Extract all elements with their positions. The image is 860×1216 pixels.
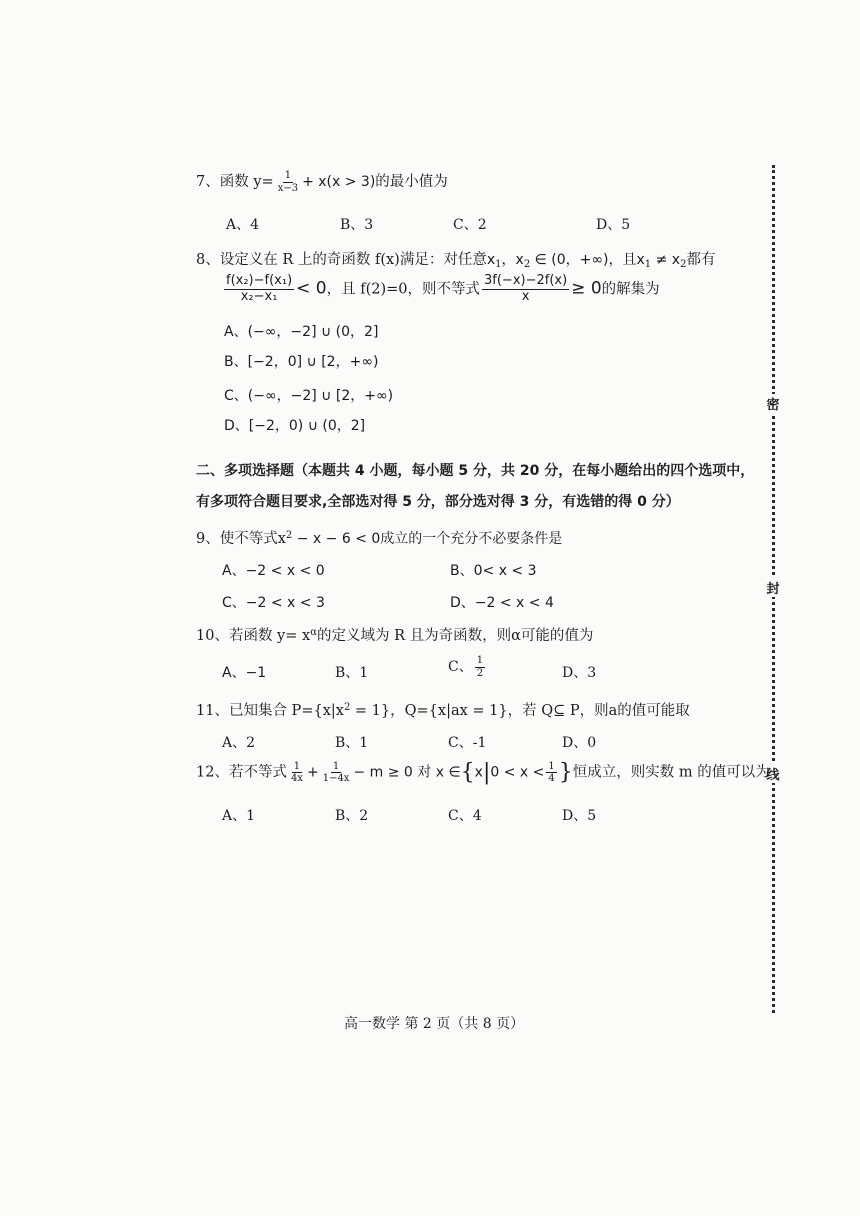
q9-option-a: A、−2 < x < 0 bbox=[222, 563, 325, 579]
question-7 bbox=[196, 170, 448, 194]
q10-option-d: D、3 bbox=[562, 665, 597, 681]
q11-option-d: D、0 bbox=[562, 735, 597, 751]
question-number: 11、 bbox=[196, 703, 229, 719]
fraction: $\frac{3f(-x)-2f(x)}{x}$ bbox=[484, 273, 568, 304]
q7-option-c: C、2 bbox=[453, 217, 487, 233]
fraction: $\frac{1}{x-3}$ bbox=[277, 170, 299, 194]
question-9: 9、使不等式$x^2 - x - 6 < 0$成立的一个充分不必要条件是 bbox=[196, 530, 563, 547]
side-mark-xian: 线 bbox=[762, 764, 784, 783]
q8-option-d: D、[−2，0) ∪ (0，2] bbox=[224, 418, 366, 434]
section-2-header-line1: 二、多项选择题（本题共 4 小题，每小题 5 分，共 20 分，在每小题给出的四个选项中， bbox=[196, 463, 755, 479]
question-number: 12、 bbox=[196, 764, 229, 781]
fraction: $\frac{1}{4x}$ bbox=[290, 760, 303, 784]
question-12: 12、若不等式 $\frac{1}{4x}$ + $\frac{1}{1-4x}$ − m ≥ 0 对 x ∈{x|0 < x < $\frac{1}{4}$ }恒成立，则实数 m 的值可以为 bbox=[196, 760, 770, 785]
q9-option-d: D、−2 < x < 4 bbox=[450, 595, 554, 611]
question-number: 9、 bbox=[196, 531, 220, 547]
q7-option-a: A、4 bbox=[226, 217, 260, 233]
question-text: 的最小值为 bbox=[375, 174, 448, 190]
page-footer: 高一数学 第 2 页（共 8 页） bbox=[344, 1016, 525, 1032]
question-text: 函数 y= bbox=[219, 174, 274, 190]
side-mark-feng: 封 bbox=[762, 578, 784, 597]
q8-option-b: B、[−2，0] ∪ [2，+∞) bbox=[224, 354, 379, 370]
fraction: $\frac{1}{4}$ bbox=[548, 760, 555, 784]
q12-option-b: B、2 bbox=[335, 808, 369, 824]
question-10: 10、若函数 $y= x^\alpha$的定义域为 R 且为奇函数，则α可能的值为 bbox=[196, 627, 594, 644]
question-number: 8、 bbox=[196, 252, 220, 268]
q7-option-b: B、3 bbox=[340, 217, 374, 233]
question-11: 11、已知集合 $P=\{x|x^2 = 1\}$，Q={x|ax = 1}，若 Q⊆ P，则a的值可能取 bbox=[196, 702, 690, 719]
question-math: + x(x > 3) bbox=[302, 174, 376, 190]
q10-option-a: A、−1 bbox=[222, 665, 267, 681]
q8-option-c: C、(−∞，−2] ∪ [2，+∞) bbox=[224, 388, 394, 404]
fraction: $\frac{1}{1-4x}$ bbox=[322, 760, 350, 784]
q9-option-b: B、0< x < 3 bbox=[450, 563, 537, 579]
q7-option-d: D、5 bbox=[596, 217, 631, 233]
q8-option-a: A、(−∞，−2] ∪ (0，2] bbox=[224, 324, 379, 340]
vertical-bar-icon: | bbox=[482, 760, 491, 785]
q11-option-c: C、-1 bbox=[448, 735, 487, 751]
q11-option-b: B、1 bbox=[335, 735, 369, 751]
question-number: 10、 bbox=[196, 628, 229, 644]
q12-option-a: A、1 bbox=[222, 808, 256, 824]
section-2-header-line2: 有多项符合题目要求,全部选对得 5 分，部分选对得 3 分，有选错的得 0 分） bbox=[196, 494, 680, 510]
side-mark-mi: 密 bbox=[762, 394, 784, 413]
fraction: $\frac{1}{2}$ bbox=[476, 655, 484, 679]
left-brace-icon: { bbox=[460, 760, 475, 785]
q12-option-d: D、5 bbox=[562, 808, 597, 824]
q12-option-c: C、4 bbox=[448, 808, 482, 824]
q9-option-c: C、−2 < x < 3 bbox=[222, 595, 325, 611]
right-brace-icon: } bbox=[558, 760, 573, 785]
q10-option-c: C、 $\frac{1}{2}$ bbox=[448, 655, 484, 679]
question-8-line1: 8、设定义在 R 上的奇函数 f(x)满足：对任意$x_1$，$x_2$ ∈ (0，+∞)，且$x_1 \ne x_2$都有 bbox=[196, 252, 716, 270]
fraction: $\frac{\text{f(x₂)−f(x₁)}}{\text{x₂−x₁}}$ bbox=[226, 273, 293, 304]
q10-option-b: B、1 bbox=[335, 665, 369, 681]
q11-option-a: A、2 bbox=[222, 735, 256, 751]
question-8-line2: $\frac{\text{f(x₂)−f(x₁)}}{\text{x₂−x₁}}$ < 0，且 f(2)=0，则不等式 $\frac{3f(-x)-2f(x)}{x}$ ≥ 0的解集为 bbox=[226, 273, 660, 304]
question-number: 7、 bbox=[196, 174, 220, 190]
